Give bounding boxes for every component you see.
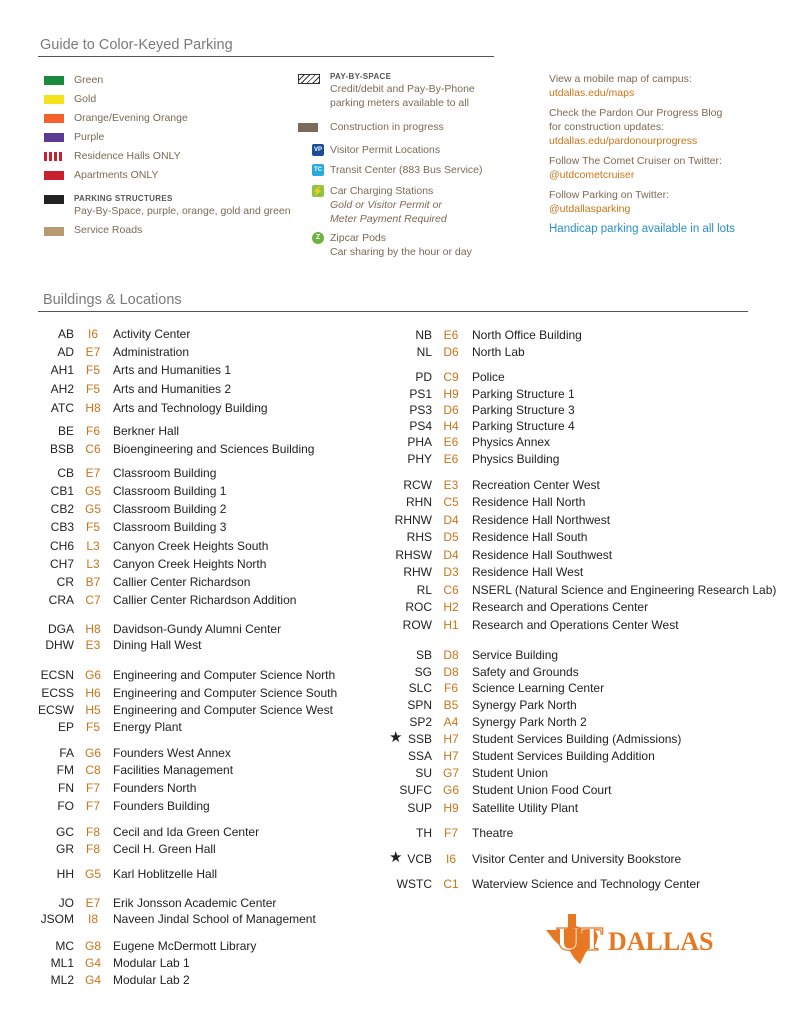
pay-by-space-text2: parking meters available to all xyxy=(330,97,469,109)
building-grid-code: H1 xyxy=(443,618,459,632)
building-abbrev: HH xyxy=(56,867,74,881)
pay-by-space-legend xyxy=(330,70,475,110)
building-name: Satellite Utility Plant xyxy=(472,801,579,815)
building-grid-code: F7 xyxy=(85,799,100,813)
building-grid-code: E6 xyxy=(443,435,459,449)
building-name: Arts and Humanities 1 xyxy=(113,363,232,377)
building-grid-code: B5 xyxy=(443,698,459,712)
building-name: Visitor Center and University Bookstore xyxy=(472,852,682,866)
parking-twitter-info xyxy=(549,188,779,216)
building-abbrev: PHY xyxy=(407,452,432,466)
building-abbrev: BE xyxy=(57,424,74,438)
building-grid-code: F5 xyxy=(85,382,100,396)
building-grid-code: C6 xyxy=(85,442,101,456)
building-grid-code: G5 xyxy=(84,867,101,881)
building-grid-code: D8 xyxy=(443,648,459,662)
building-abbrev: DGA xyxy=(47,622,74,636)
building-grid-code: L3 xyxy=(86,539,100,553)
building-grid-code: I6 xyxy=(87,327,98,341)
building-grid-code: H4 xyxy=(443,419,459,433)
building-abbrev: CB2 xyxy=(50,502,74,516)
building-grid-code: G5 xyxy=(84,502,101,516)
buildings-title: Buildings & Locations xyxy=(43,292,182,308)
building-abbrev: MC xyxy=(55,939,74,953)
parking-structures-legend xyxy=(74,192,291,218)
building-grid-code: I8 xyxy=(87,912,98,926)
building-grid-code: F7 xyxy=(443,826,458,840)
legend-label-1: Gold xyxy=(74,93,97,105)
building-grid-code: C1 xyxy=(443,877,459,891)
parking-structures-text: Pay-By-Space, purple, orange, gold and green xyxy=(74,205,291,217)
building-name: Police xyxy=(472,370,505,384)
building-name: Engineering and Computer Science North xyxy=(113,668,336,682)
building-grid-code: F5 xyxy=(85,363,100,377)
building-abbrev: AB xyxy=(57,327,74,341)
building-name: Cecil and Ida Green Center xyxy=(113,825,260,839)
parking-twitter-link[interactable]: @utdallasparking xyxy=(549,203,631,215)
car-charging-legend xyxy=(330,184,447,226)
building-name: Energy Plant xyxy=(113,720,182,734)
legend-label-3: Purple xyxy=(74,131,105,143)
building-grid-code: H9 xyxy=(443,801,459,815)
building-grid-code: E6 xyxy=(443,452,459,466)
building-abbrev: SU xyxy=(415,766,432,780)
building-grid-code: E7 xyxy=(85,466,101,480)
building-abbrev: RHNW xyxy=(394,513,432,527)
logo-dallas: DALLAS xyxy=(608,927,714,956)
building-name: Classroom Building 2 xyxy=(113,502,227,516)
building-name: Arts and Technology Building xyxy=(113,401,268,415)
service-roads-swatch xyxy=(44,227,64,236)
building-name: Modular Lab 1 xyxy=(113,956,190,970)
mobile-map-text: View a mobile map of campus: xyxy=(549,73,692,85)
construction-swatch xyxy=(298,123,318,132)
building-abbrev: SUFC xyxy=(399,783,432,797)
building-name: North Office Building xyxy=(472,328,582,342)
visitor-permit-icon: VP xyxy=(312,144,324,156)
building-grid-code: H8 xyxy=(85,401,101,415)
legend-swatch-2 xyxy=(44,114,64,123)
pay-by-space-heading: PAY-BY-SPACE xyxy=(330,72,392,81)
building-name: Activity Center xyxy=(113,327,191,341)
building-name: Modular Lab 2 xyxy=(113,973,190,987)
building-name: Physics Annex xyxy=(472,435,551,449)
building-abbrev: PD xyxy=(415,370,432,384)
building-grid-code: G6 xyxy=(84,668,101,682)
building-abbrev: RCW xyxy=(403,478,432,492)
star-icon: ★ xyxy=(389,729,403,746)
building-grid-code: G4 xyxy=(84,973,101,987)
building-grid-code: E3 xyxy=(85,638,101,652)
building-name: Classroom Building xyxy=(113,466,217,480)
building-grid-code: G5 xyxy=(84,484,101,498)
ut-dallas-logo xyxy=(542,908,737,968)
building-name: Arts and Humanities 2 xyxy=(113,382,232,396)
building-grid-code: H8 xyxy=(85,622,101,636)
building-abbrev: BSB xyxy=(49,442,74,456)
building-abbrev: NL xyxy=(416,345,432,359)
building-grid-code: C7 xyxy=(85,593,101,607)
comet-info xyxy=(549,154,779,182)
building-name: Residence Hall West xyxy=(472,565,584,579)
legend-swatch-0 xyxy=(44,76,64,85)
building-grid-code: C5 xyxy=(443,495,459,509)
legend-label-0: Green xyxy=(74,74,104,86)
building-abbrev: AD xyxy=(57,345,74,359)
building-grid-code: H7 xyxy=(443,732,459,746)
building-grid-code: C8 xyxy=(85,763,101,777)
building-name: Administration xyxy=(113,345,190,359)
parking-structures-swatch xyxy=(44,195,64,204)
building-name: North Lab xyxy=(472,345,525,359)
building-name: Canyon Creek Heights North xyxy=(113,557,267,571)
building-name: Engineering and Computer Science West xyxy=(113,703,333,717)
building-abbrev: ROW xyxy=(402,618,432,632)
blog-link[interactable]: utdallas.edu/pardonourprogress xyxy=(549,135,698,147)
building-name: Residence Hall Northwest xyxy=(472,513,611,527)
building-abbrev: RHS xyxy=(406,530,432,544)
building-name: Founders North xyxy=(113,781,197,795)
building-name: Callier Center Richardson Addition xyxy=(113,593,297,607)
building-abbrev: CH7 xyxy=(49,557,74,571)
building-abbrev: RHSW xyxy=(395,548,432,562)
building-abbrev: CB1 xyxy=(50,484,74,498)
mobile-map-info xyxy=(549,72,779,100)
building-abbrev: GR xyxy=(56,842,74,856)
zipcar-icon: Z xyxy=(312,232,324,244)
building-grid-code: C6 xyxy=(443,583,459,597)
building-name: Student Services Building Addition xyxy=(472,749,655,763)
building-name: Student Services Building (Admissions) xyxy=(472,732,682,746)
building-name: Theatre xyxy=(472,826,514,840)
guide-title: Guide to Color-Keyed Parking xyxy=(40,37,233,53)
service-roads-label: Service Roads xyxy=(74,224,143,236)
building-name: Science Learning Center xyxy=(472,681,605,695)
building-abbrev: RL xyxy=(416,583,432,597)
building-abbrev: WSTC xyxy=(396,877,432,891)
building-abbrev: GC xyxy=(56,825,74,839)
building-grid-code: D6 xyxy=(443,403,459,417)
building-abbrev: SB xyxy=(415,648,432,662)
building-name: Research and Operations Center West xyxy=(472,618,679,632)
comet-text: Follow The Comet Cruiser on Twitter: xyxy=(549,155,722,167)
building-grid-code: G4 xyxy=(84,956,101,970)
building-abbrev: NB xyxy=(415,328,432,342)
building-abbrev: SP2 xyxy=(409,715,432,729)
building-abbrev: PS4 xyxy=(409,419,432,433)
building-name: Waterview Science and Technology Center xyxy=(472,877,701,891)
parking-twitter-text: Follow Parking on Twitter: xyxy=(549,189,670,201)
building-abbrev: CR xyxy=(56,575,74,589)
building-abbrev: TH xyxy=(416,826,432,840)
building-abbrev: CH6 xyxy=(49,539,74,553)
building-grid-code: B7 xyxy=(85,575,101,589)
building-grid-code: L3 xyxy=(86,557,100,571)
building-grid-code: H5 xyxy=(85,703,101,717)
building-grid-code: F8 xyxy=(85,842,100,856)
building-grid-code: G7 xyxy=(442,766,459,780)
building-grid-code: G8 xyxy=(84,939,101,953)
building-name: Residence Hall Southwest xyxy=(472,548,613,562)
building-abbrev: SLC xyxy=(408,681,432,695)
building-name: Parking Structure 1 xyxy=(472,387,575,401)
building-abbrev: VCB xyxy=(407,852,432,866)
building-name: Synergy Park North xyxy=(472,698,577,712)
visitor-permit-label: Visitor Permit Locations xyxy=(330,144,441,156)
parking-structures-heading: PARKING STRUCTURES xyxy=(74,194,173,203)
building-abbrev: SSA xyxy=(407,749,432,763)
building-name: Student Union Food Court xyxy=(472,783,612,797)
legend-label-2: Orange/Evening Orange xyxy=(74,112,188,124)
building-abbrev: CB xyxy=(57,466,74,480)
building-abbrev: AH2 xyxy=(50,382,74,396)
building-name: Research and Operations Center xyxy=(472,600,649,614)
building-abbrev: PS1 xyxy=(409,387,432,401)
building-abbrev: ML2 xyxy=(50,973,74,987)
building-grid-code: C9 xyxy=(443,370,459,384)
building-abbrev: ROC xyxy=(405,600,432,614)
legend-label-4: Residence Halls ONLY xyxy=(74,150,181,162)
building-name: Davidson-Gundy Alumni Center xyxy=(113,622,282,636)
car-charging-icon: ⚡ xyxy=(312,186,324,196)
building-abbrev: SG xyxy=(414,665,432,679)
building-name: Residence Hall North xyxy=(472,495,586,509)
building-abbrev: DHW xyxy=(45,638,74,652)
building-grid-code: D3 xyxy=(443,565,459,579)
building-grid-code: F8 xyxy=(85,825,100,839)
pay-by-space-swatch xyxy=(298,74,320,84)
building-name: Berkner Hall xyxy=(113,424,180,438)
building-grid-code: F6 xyxy=(85,424,100,438)
building-abbrev: FO xyxy=(57,799,74,813)
building-name: Callier Center Richardson xyxy=(113,575,251,589)
car-charging-line1: Car Charging Stations xyxy=(330,185,434,197)
comet-link[interactable]: @utdcometcruiser xyxy=(549,169,635,181)
building-grid-code: F7 xyxy=(85,781,100,795)
building-grid-code: E6 xyxy=(443,328,459,342)
building-abbrev: RHW xyxy=(403,565,432,579)
transit-center-label: Transit Center (883 Bus Service) xyxy=(330,164,483,176)
building-grid-code: I6 xyxy=(445,852,456,866)
building-abbrev: SUP xyxy=(407,801,432,815)
legend-swatch-3 xyxy=(44,133,64,142)
building-name: Eugene McDermott Library xyxy=(113,939,257,953)
building-name: Parking Structure 4 xyxy=(472,419,575,433)
building-name: Parking Structure 3 xyxy=(472,403,575,417)
blog-text1: Check the Pardon Our Progress Blog xyxy=(549,107,723,119)
building-name: Service Building xyxy=(472,648,559,662)
legend-swatch-4 xyxy=(44,152,64,161)
building-abbrev: EP xyxy=(57,720,74,734)
pay-by-space-text1: Credit/debit and Pay-By-Phone xyxy=(330,83,475,95)
zipcar-legend xyxy=(330,231,472,259)
building-abbrev: ECSS xyxy=(41,686,74,700)
building-grid-code: H2 xyxy=(443,600,459,614)
building-grid-code: H6 xyxy=(85,686,101,700)
building-name: Physics Building xyxy=(472,452,560,466)
building-abbrev: ECSN xyxy=(40,668,74,682)
building-abbrev: SSB xyxy=(407,732,432,746)
legend-swatch-1 xyxy=(44,95,64,104)
zipcar-line1: Zipcar Pods xyxy=(330,232,387,244)
building-name: Safety and Grounds xyxy=(472,665,579,679)
building-abbrev: CRA xyxy=(48,593,74,607)
building-abbrev: FN xyxy=(58,781,74,795)
building-abbrev: CB3 xyxy=(50,520,74,534)
transit-center-icon: TC xyxy=(312,164,324,176)
building-abbrev: SPN xyxy=(407,698,432,712)
building-name: Erik Jonsson Academic Center xyxy=(113,896,277,910)
building-name: Residence Hall South xyxy=(472,530,588,544)
building-grid-code: E7 xyxy=(85,345,101,359)
construction-label: Construction in progress xyxy=(330,121,444,133)
car-charging-line3: Meter Payment Required xyxy=(330,213,447,225)
building-grid-code: D4 xyxy=(443,548,459,562)
building-grid-code: F6 xyxy=(443,681,458,695)
building-grid-code: D8 xyxy=(443,665,459,679)
building-name: Facilities Management xyxy=(113,763,234,777)
building-name: Synergy Park North 2 xyxy=(472,715,587,729)
building-grid-code: H7 xyxy=(443,749,459,763)
building-grid-code: G6 xyxy=(442,783,459,797)
guide-rule xyxy=(38,56,494,57)
building-abbrev: ML1 xyxy=(50,956,74,970)
building-grid-code: G6 xyxy=(84,746,101,760)
building-grid-code: F5 xyxy=(85,520,100,534)
building-name: Recreation Center West xyxy=(472,478,600,492)
star-icon: ★ xyxy=(389,849,403,866)
building-grid-code: A4 xyxy=(443,715,459,729)
legend-swatch-5 xyxy=(44,171,64,180)
building-abbrev: FM xyxy=(56,763,74,777)
building-abbrev: ATC xyxy=(50,401,74,415)
building-grid-code: F5 xyxy=(85,720,100,734)
buildings-rule xyxy=(38,311,748,312)
building-name: Dining Hall West xyxy=(113,638,202,652)
blog-info xyxy=(549,106,779,148)
building-grid-code: D6 xyxy=(443,345,459,359)
building-grid-code: D5 xyxy=(443,530,459,544)
handicap-note: Handicap parking available in all lots xyxy=(549,223,736,235)
building-abbrev: ECSW xyxy=(38,703,74,717)
building-abbrev: AH1 xyxy=(50,363,74,377)
building-name: Engineering and Computer Science South xyxy=(113,686,338,700)
building-abbrev: RHN xyxy=(406,495,432,509)
car-charging-line2: Gold or Visitor Permit or xyxy=(330,199,442,211)
building-name: Bioengineering and Sciences Building xyxy=(113,442,315,456)
building-grid-code: D4 xyxy=(443,513,459,527)
building-abbrev: JSOM xyxy=(40,912,74,926)
mobile-map-link[interactable]: utdallas.edu/maps xyxy=(549,87,635,99)
building-abbrev: PS3 xyxy=(409,403,432,417)
building-grid-code: E3 xyxy=(443,478,459,492)
building-grid-code: E7 xyxy=(85,896,101,910)
building-name: Founders Building xyxy=(113,799,210,813)
building-abbrev: FA xyxy=(59,746,74,760)
building-grid-code: H9 xyxy=(443,387,459,401)
building-name: Classroom Building 1 xyxy=(113,484,227,498)
building-name: Classroom Building 3 xyxy=(113,520,227,534)
logo-ut: UT xyxy=(556,921,604,958)
building-name: Canyon Creek Heights South xyxy=(113,539,269,553)
building-name: Founders West Annex xyxy=(113,746,231,760)
zipcar-line2: Car sharing by the hour or day xyxy=(330,246,472,258)
building-name: Cecil H. Green Hall xyxy=(113,842,216,856)
building-name: Karl Hoblitzelle Hall xyxy=(113,867,218,881)
building-abbrev: PHA xyxy=(407,435,432,449)
building-name: Student Union xyxy=(472,766,549,780)
building-name: NSERL (Natural Science and Engineering Research Lab) xyxy=(472,583,777,597)
building-name: Naveen Jindal School of Management xyxy=(113,912,316,926)
building-abbrev: JO xyxy=(58,896,74,910)
blog-text2: for construction updates: xyxy=(549,121,664,133)
legend-label-5: Apartments ONLY xyxy=(74,169,159,181)
